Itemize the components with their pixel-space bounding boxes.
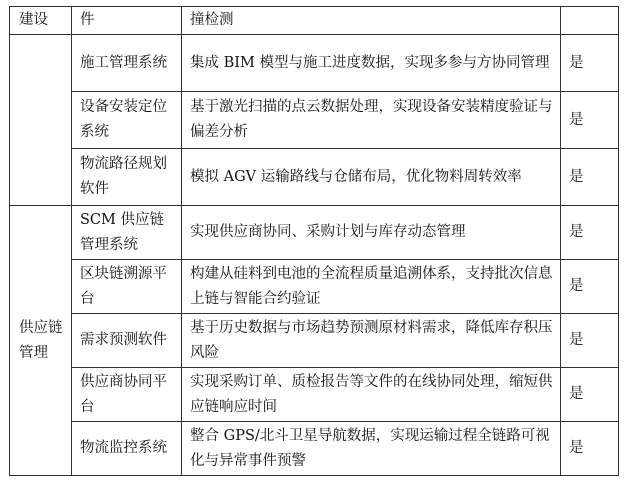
name-cell: 供应商协同平台 — [72, 368, 182, 422]
table-row — [10, 35, 619, 92]
table-row — [10, 422, 619, 476]
desc-cell: 构建从硅料到电池的全流程质量追溯体系，支持批次信息上链与智能合约验证 — [182, 260, 561, 314]
name-cell: 设备安装定位系统 — [72, 92, 182, 149]
desc-cell: 撞检测 — [182, 7, 561, 35]
desc-cell: 实现供应商协同、采购计划与库存动态管理 — [182, 206, 561, 260]
flag-cell: 是 — [561, 422, 619, 476]
table-row — [10, 206, 619, 260]
flag-cell — [561, 7, 619, 35]
software-table — [9, 6, 619, 476]
flag-cell: 是 — [561, 92, 619, 149]
name-cell: SCM 供应链管理系统 — [72, 206, 182, 260]
name-cell: 施工管理系统 — [72, 35, 182, 92]
table-row — [10, 92, 619, 149]
desc-cell: 集成 BIM 模型与施工进度数据，实现多参与方协同管理 — [182, 35, 561, 92]
name-cell: 物流监控系统 — [72, 422, 182, 476]
category-cell: 供应链管理 — [10, 206, 72, 476]
category-cell — [10, 35, 72, 206]
desc-cell: 模拟 AGV 运输路线与仓储布局，优化物料周转效率 — [182, 149, 561, 206]
table-row — [10, 260, 619, 314]
desc-cell: 实现采购订单、质检报告等文件的在线协同处理，缩短供应链响应时间 — [182, 368, 561, 422]
desc-cell: 基于历史数据与市场趋势预测原材料需求，降低库存积压风险 — [182, 314, 561, 368]
flag-cell: 是 — [561, 260, 619, 314]
flag-cell: 是 — [561, 149, 619, 206]
flag-cell: 是 — [561, 368, 619, 422]
table-row — [10, 7, 619, 35]
name-cell: 区块链溯源平台 — [72, 260, 182, 314]
category-cell: 建设 — [10, 7, 72, 35]
flag-cell: 是 — [561, 35, 619, 92]
flag-cell: 是 — [561, 206, 619, 260]
name-cell: 物流路径规划软件 — [72, 149, 182, 206]
table-row — [10, 314, 619, 368]
desc-cell: 整合 GPS/北斗卫星导航数据，实现运输过程全链路可视化与异常事件预警 — [182, 422, 561, 476]
table-row — [10, 149, 619, 206]
table-row — [10, 368, 619, 422]
name-cell: 件 — [72, 7, 182, 35]
name-cell: 需求预测软件 — [72, 314, 182, 368]
desc-cell: 基于激光扫描的点云数据处理，实现设备安装精度验证与偏差分析 — [182, 92, 561, 149]
flag-cell: 是 — [561, 314, 619, 368]
